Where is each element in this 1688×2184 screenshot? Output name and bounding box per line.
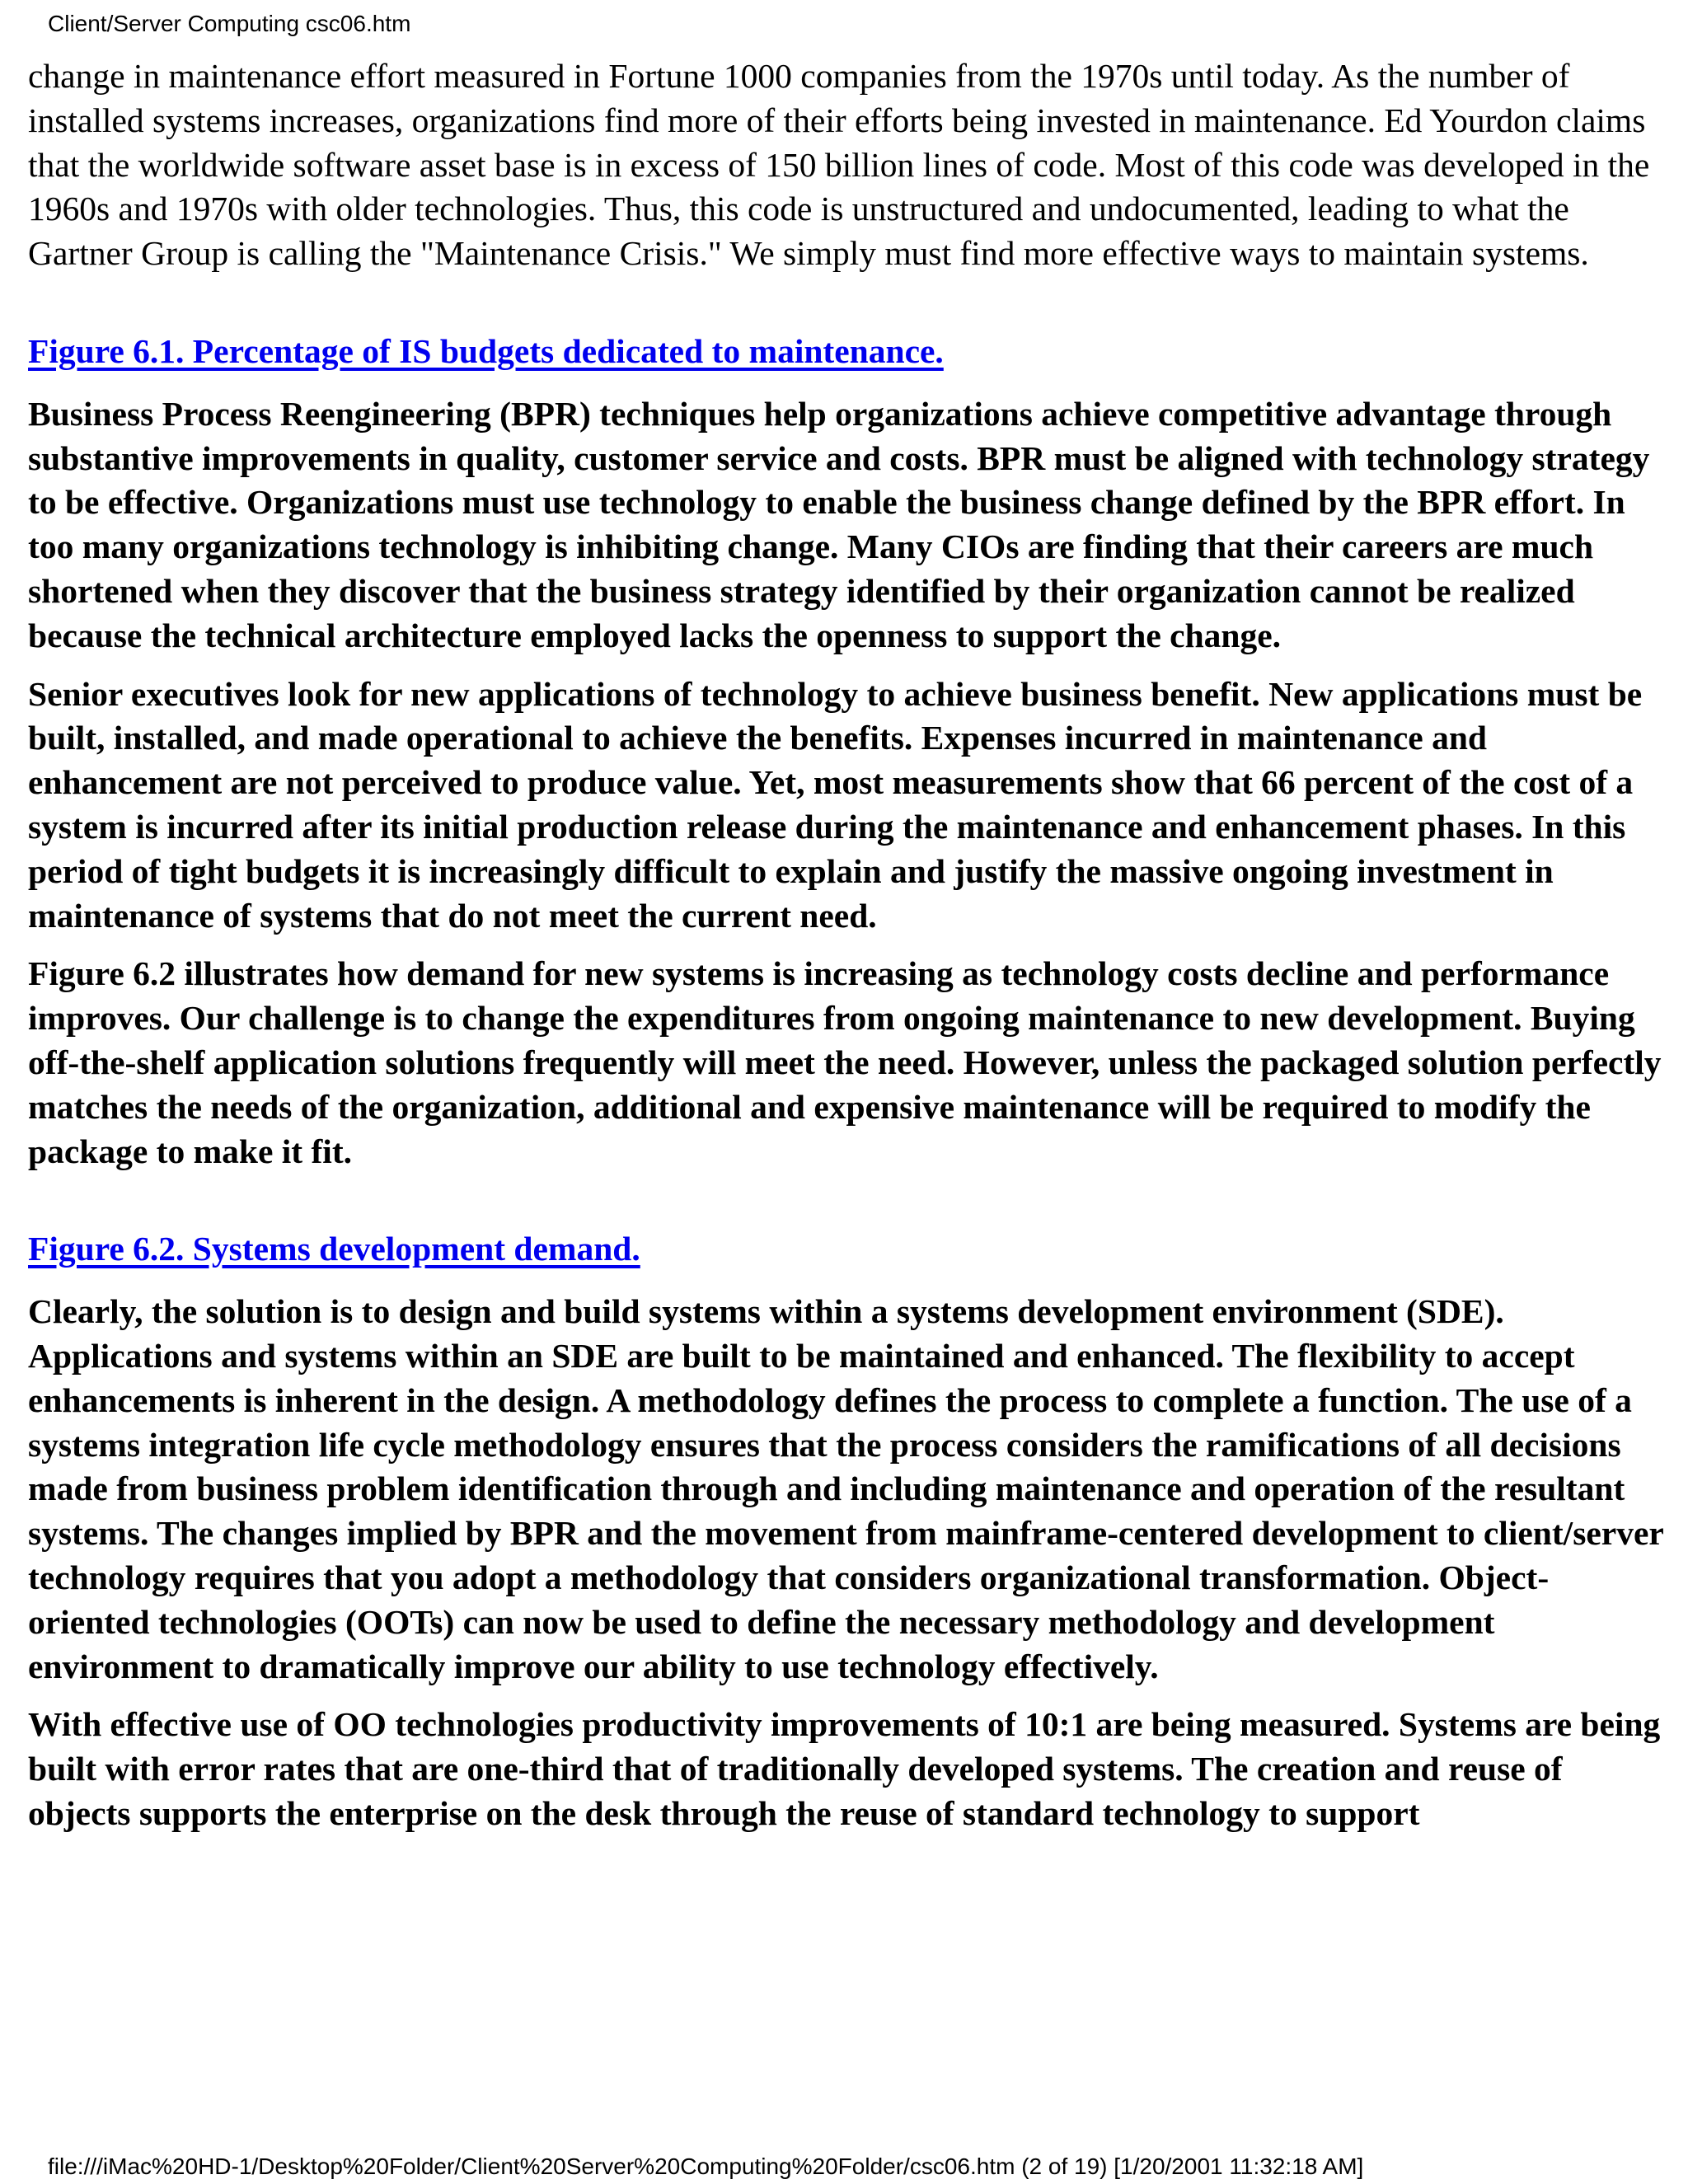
executives-paragraph: Senior executives look for new applications of technology to achieve business benefit. New applications must be built, installed, and made operational to achieve the benefits. Expenses incurred in maintenance and enhancement are not perceived to produce value. Yet, most measurements show that 66 percent of the cost of a system is incurred after its initial production release during the maintenance and enhancement phases. In this period of tight budgets it is increasingly difficult to explain and justify the massive ongoing investment in maintenance of systems that do not meet the current need. <box>28 674 1643 935</box>
print-header-title: Client/Server Computing csc06.htm <box>48 11 411 36</box>
sde-paragraph: Clearly, the solution is to design and build systems within a systems development environment (SDE). Applications and systems within an SDE are built to be maintained and enhanced. The flexibility to accept enhancements is inherent in the design. A methodology defines the process to complete a function. The use of a systems integration life cycle methodology ensures that the process considers the ramifications of all decisions made from business problem identification through and including maintenance and operation of the resultant systems. The changes implied by BPR and the movement from mainframe-centered development to client/server technology requires that you adopt a methodology that considers organizational transformation. Object-oriented technologies (OOTs) can now be used to define the necessary methodology and development environment to dramatically improve our ability to use technology effectively. <box>28 1292 1664 1685</box>
document-content <box>28 54 1668 1836</box>
print-footer-url: file:///iMac%20HD-1/Desktop%20Folder/Client%20Server%20Computing%20Folder/csc06.htm (2 of 19) [1/20/2001 11:32:18 AM] <box>48 2154 1364 2179</box>
figure-6-2-intro-paragraph: Figure 6.2 illustrates how demand for new systems is increasing as technology costs decline and performance improves. Our challenge is to change the expenditures from ongoing maintenance to new development. Buying off-the-shelf application solutions frequently will meet the need. However, unless the packaged solution perfectly matches the needs of the organization, additional and expensive maintenance will be required to modify the package to make it fit. <box>28 954 1662 1170</box>
bpr-paragraph: Business Process Reengineering (BPR) techniques help organizations achieve competitive advantage through substantive improvements in quality, customer service and costs. BPR must be aligned with technology strategy to be effective. Organizations must use technology to enable the business change defined by the BPR effort. In too many organizations technology is inhibiting change. Many CIOs are finding that their careers are much shortened when they discover that the business strategy identified by their organization cannot be realized because the technical architecture employed lacks the openness to support the change. <box>28 394 1650 654</box>
figure-6-2-link[interactable]: Figure 6.2. Systems development demand. <box>28 1230 640 1268</box>
figure-6-2-block <box>28 1227 1668 1272</box>
figure-6-1-block <box>28 330 1668 374</box>
oo-paragraph: With effective use of OO technologies productivity improvements of 10:1 are being measured. Systems are being built with error rates that are one-third that of traditionally developed systems. The creation and reuse of objects supports the enterprise on the desk through the reuse of standard technology to support <box>28 1705 1661 1832</box>
intro-paragraph: change in maintenance effort measured in Fortune 1000 companies from the 1970s until today. As the number of installed systems increases, organizations find more of their efforts being invested in maintenance. Ed Yourdon claims that the worldwide software asset base is in excess of 150 billion lines of code. Most of this code was developed in the 1960s and 1970s with older technologies. Thus, this code is unstructured and undocumented, leading to what the Gartner Group is calling the "Maintenance Crisis." We simply must find more effective ways to maintain systems. <box>28 57 1650 273</box>
figure-6-1-link[interactable]: Figure 6.1. Percentage of IS budgets dedicated to maintenance. <box>28 331 944 370</box>
